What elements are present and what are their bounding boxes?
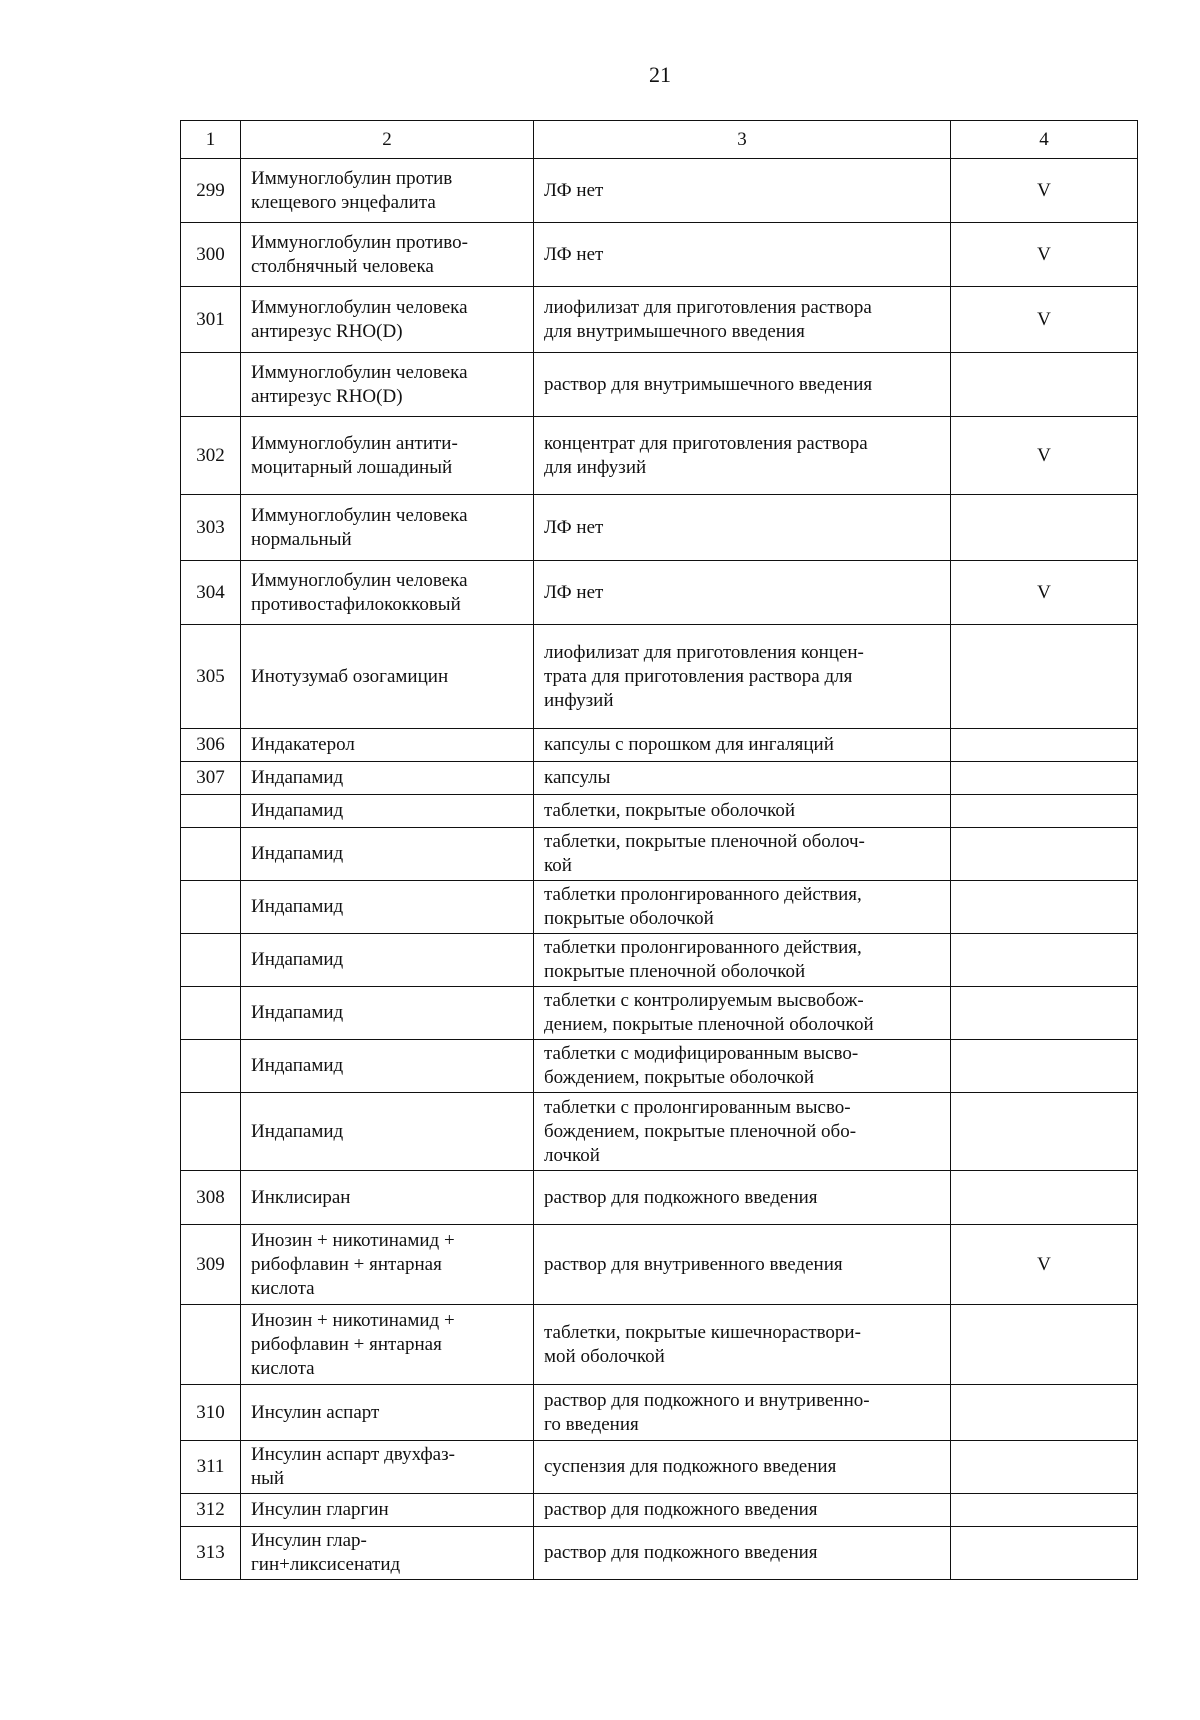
row-number: 301 — [181, 287, 241, 353]
drug-name: Инозин + никотинамид + рибофлавин + янтарная кислота — [241, 1305, 534, 1385]
drug-name: Индакатерол — [241, 729, 534, 762]
dosage-form: раствор для подкожного введения — [534, 1527, 951, 1580]
row-number: 299 — [181, 159, 241, 223]
mark — [951, 795, 1138, 828]
page-number: 21 — [649, 62, 671, 87]
dosage-form: таблетки, покрытые оболочкой — [534, 795, 951, 828]
dosage-form: ЛФ нет — [534, 495, 951, 561]
dosage-form: раствор для внутримышечного введения — [534, 353, 951, 417]
drug-name: Индапамид — [241, 1040, 534, 1093]
drug-name: Индапамид — [241, 934, 534, 987]
dosage-form: раствор для подкожного введения — [534, 1171, 951, 1225]
mark — [951, 1093, 1138, 1171]
dosage-form: таблетки с контролируемым высвобож- дением, покрытые пленочной оболочкой — [534, 987, 951, 1040]
mark — [951, 934, 1138, 987]
table-row — [181, 1171, 1138, 1225]
table-row — [181, 762, 1138, 795]
row-number — [181, 828, 241, 881]
mark: V — [951, 417, 1138, 495]
dosage-form: капсулы — [534, 762, 951, 795]
row-number: 302 — [181, 417, 241, 495]
mark — [951, 1441, 1138, 1494]
mark: V — [951, 223, 1138, 287]
row-number — [181, 881, 241, 934]
row-number — [181, 1093, 241, 1171]
drug-name: Иммуноглобулин антити- моцитарный лошадиный — [241, 417, 534, 495]
row-number: 300 — [181, 223, 241, 287]
table-row — [181, 625, 1138, 729]
drug-name: Индапамид — [241, 881, 534, 934]
drug-name: Иммуноглобулин человека антирезус RHO(D) — [241, 353, 534, 417]
table-row — [181, 159, 1138, 223]
row-number: 305 — [181, 625, 241, 729]
mark — [951, 1040, 1138, 1093]
column-header: 4 — [951, 121, 1138, 159]
drug-name: Иммуноглобулин человека нормальный — [241, 495, 534, 561]
mark — [951, 1171, 1138, 1225]
row-number — [181, 795, 241, 828]
drug-name: Индапамид — [241, 762, 534, 795]
table-row — [181, 1225, 1138, 1305]
dosage-form: ЛФ нет — [534, 223, 951, 287]
table-row — [181, 729, 1138, 762]
row-number: 307 — [181, 762, 241, 795]
mark: V — [951, 287, 1138, 353]
drug-name: Инсулин аспарт — [241, 1385, 534, 1441]
dosage-form: таблетки с модифицированным высво- бождением, покрытые оболочкой — [534, 1040, 951, 1093]
dosage-form: таблетки пролонгированного действия, покрытые пленочной оболочкой — [534, 934, 951, 987]
drug-name: Инсулин гларгин — [241, 1494, 534, 1527]
drug-name: Индапамид — [241, 828, 534, 881]
row-number: 306 — [181, 729, 241, 762]
drug-name: Индапамид — [241, 987, 534, 1040]
mark — [951, 1527, 1138, 1580]
table-row — [181, 1040, 1138, 1093]
dosage-form: капсулы с порошком для ингаляций — [534, 729, 951, 762]
table-row — [181, 417, 1138, 495]
row-number — [181, 934, 241, 987]
mark — [951, 881, 1138, 934]
mark — [951, 1305, 1138, 1385]
table-row — [181, 287, 1138, 353]
table-row — [181, 795, 1138, 828]
drug-name: Инозин + никотинамид + рибофлавин + янтарная кислота — [241, 1225, 534, 1305]
mark: V — [951, 159, 1138, 223]
mark — [951, 987, 1138, 1040]
table-row — [181, 353, 1138, 417]
table-row — [181, 1441, 1138, 1494]
medicines-table — [180, 120, 1138, 1580]
row-number — [181, 353, 241, 417]
row-number: 312 — [181, 1494, 241, 1527]
dosage-form: лиофилизат для приготовления раствора для внутримышечного введения — [534, 287, 951, 353]
column-header: 2 — [241, 121, 534, 159]
dosage-form: таблетки, покрытые кишечнораствори- мой оболочкой — [534, 1305, 951, 1385]
table-row — [181, 934, 1138, 987]
dosage-form: раствор для внутривенного введения — [534, 1225, 951, 1305]
column-header: 1 — [181, 121, 241, 159]
mark — [951, 495, 1138, 561]
dosage-form: лиофилизат для приготовления концен- трата для приготовления раствора для инфузий — [534, 625, 951, 729]
table-row — [181, 987, 1138, 1040]
row-number: 303 — [181, 495, 241, 561]
row-number: 309 — [181, 1225, 241, 1305]
table-row — [181, 561, 1138, 625]
drug-name: Индапамид — [241, 1093, 534, 1171]
dosage-form: суспензия для подкожного введения — [534, 1441, 951, 1494]
table-row — [181, 828, 1138, 881]
mark — [951, 353, 1138, 417]
row-number: 304 — [181, 561, 241, 625]
row-number: 308 — [181, 1171, 241, 1225]
drug-name: Инотузумаб озогамицин — [241, 625, 534, 729]
table-header-row — [181, 121, 1138, 159]
drug-name: Иммуноглобулин человека антирезус RHO(D) — [241, 287, 534, 353]
table-row — [181, 1385, 1138, 1441]
mark — [951, 729, 1138, 762]
drug-name: Иммуноглобулин против клещевого энцефалита — [241, 159, 534, 223]
dosage-form: раствор для подкожного и внутривенно- го введения — [534, 1385, 951, 1441]
dosage-form: концентрат для приготовления раствора для инфузий — [534, 417, 951, 495]
table-row — [181, 1093, 1138, 1171]
mark — [951, 828, 1138, 881]
column-header: 3 — [534, 121, 951, 159]
dosage-form: раствор для подкожного введения — [534, 1494, 951, 1527]
dosage-form: таблетки пролонгированного действия, покрытые оболочкой — [534, 881, 951, 934]
row-number — [181, 1305, 241, 1385]
mark — [951, 1385, 1138, 1441]
table-row — [181, 881, 1138, 934]
drug-name: Инсулин аспарт двухфаз- ный — [241, 1441, 534, 1494]
mark: V — [951, 1225, 1138, 1305]
mark — [951, 762, 1138, 795]
drug-name: Иммуноглобулин человека противостафилококковый — [241, 561, 534, 625]
mark — [951, 625, 1138, 729]
dosage-form: ЛФ нет — [534, 159, 951, 223]
row-number: 310 — [181, 1385, 241, 1441]
drug-name: Инсулин глар- гин+ликсисенатид — [241, 1527, 534, 1580]
table-row — [181, 495, 1138, 561]
drug-name: Индапамид — [241, 795, 534, 828]
dosage-form: таблетки, покрытые пленочной оболоч- кой — [534, 828, 951, 881]
drug-name: Иммуноглобулин противо- столбнячный человека — [241, 223, 534, 287]
mark: V — [951, 561, 1138, 625]
table-row — [181, 1527, 1138, 1580]
dosage-form: таблетки с пролонгированным высво- бождением, покрытые пленочной обо- лочкой — [534, 1093, 951, 1171]
row-number — [181, 1040, 241, 1093]
mark — [951, 1494, 1138, 1527]
row-number: 311 — [181, 1441, 241, 1494]
table-row — [181, 1494, 1138, 1527]
table-row — [181, 223, 1138, 287]
drug-name: Инклисиран — [241, 1171, 534, 1225]
dosage-form: ЛФ нет — [534, 561, 951, 625]
row-number: 313 — [181, 1527, 241, 1580]
table-row — [181, 1305, 1138, 1385]
row-number — [181, 987, 241, 1040]
